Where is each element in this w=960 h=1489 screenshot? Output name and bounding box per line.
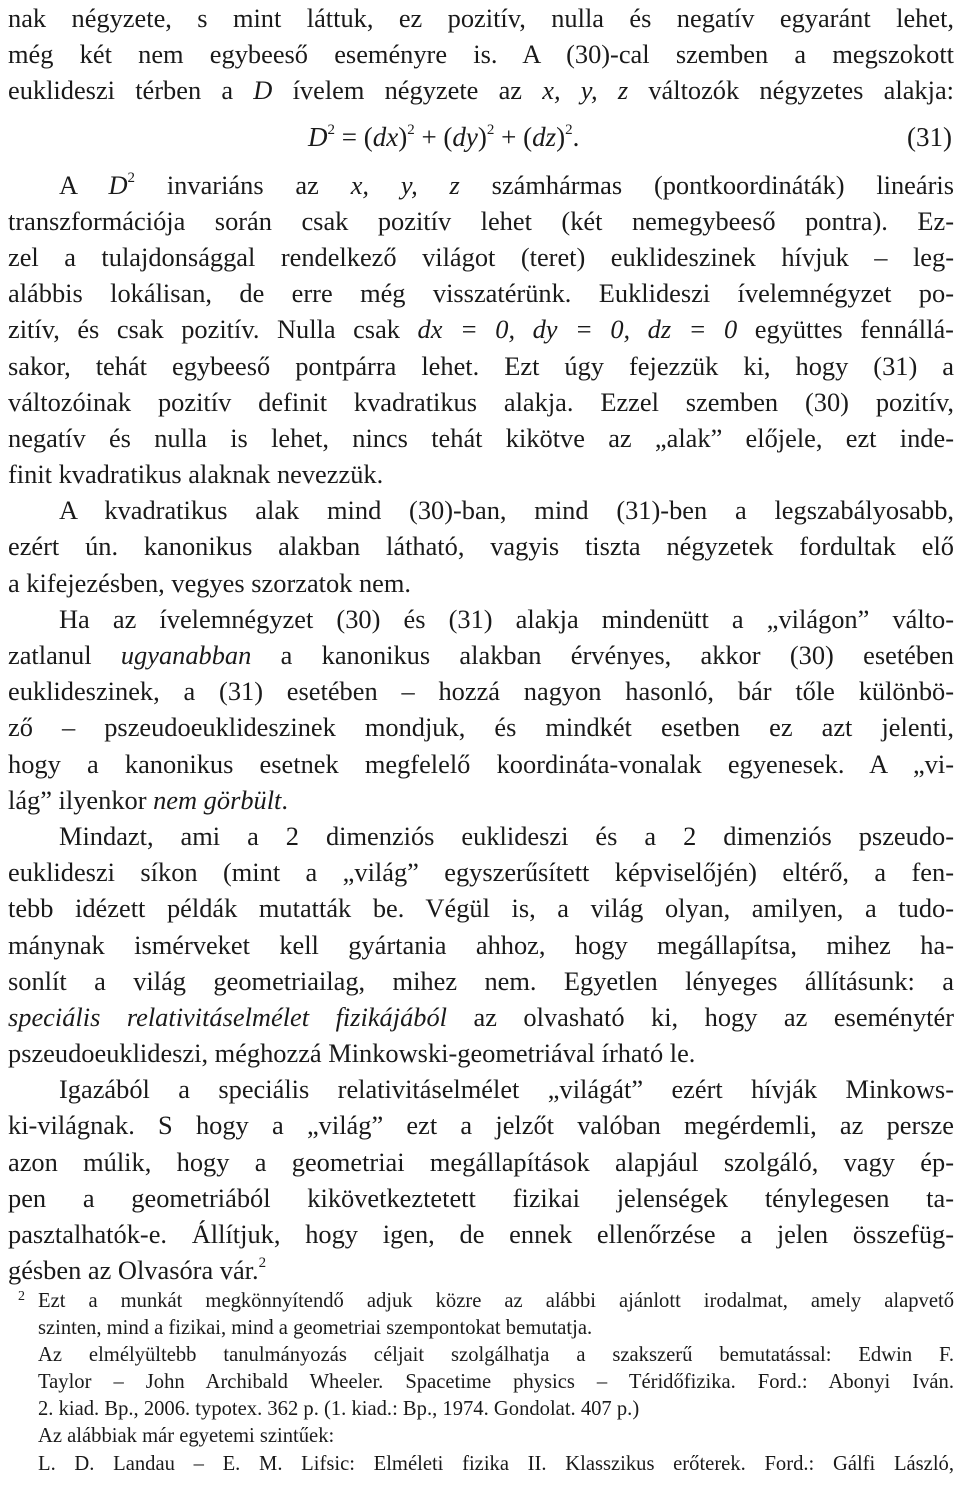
- text-line: euklideszi síkon (mint a „világ” egyszerűsített képviselőjén) eltérő, a fen-: [8, 857, 954, 888]
- text-line: A $D^2$ invariáns az x, y, z számhármas (pontkoordináták) lineáris: [59, 169, 955, 200]
- text-line: zitív, és csak pozitív. Nulla csak dx = 0, dy = 0, dz = 0 együttes fennállá-: [8, 314, 954, 345]
- footnote-line: Az alábbiak már egyetemi szintűek:: [38, 1425, 335, 1448]
- text-line: zel a tulajdonsággal rendelkező világot (teret) euklideszinek hívjuk – leg-: [8, 241, 954, 272]
- text-line: változóinak pozitív definit kvadratikus alakja. Ezzel szemben (30) pozitív,: [8, 386, 954, 417]
- text-line: Mindazt, ami a 2 dimenziós euklideszi és a 2 dimenziós pszeudo-: [59, 820, 954, 851]
- text-line: pszeudoeuklideszi, méghozzá Minkowski-geometriával írható le.: [8, 1038, 696, 1069]
- text-line: alábbis lokálisan, de erre még visszatérünk. Euklideszi ívelemnégyzet po-: [8, 278, 954, 309]
- footnote-line: 2 Ezt a munkát megkönnyítendő adjuk közre az alábbi ajánlott irodalmat, amely alapvető: [8, 1288, 954, 1315]
- text-line: lág” ilyenkor nem görbült.: [8, 784, 288, 815]
- text-line: tebb idézett példák mutatták be. Végül is, a világ olyan, amilyen, a tudo-: [8, 893, 954, 924]
- footnote-line: Az elmélyültebb tanulmányozás céljait szolgálhatja a szakszerű bemutatással: Edwin F.: [38, 1344, 954, 1367]
- text-line: pen a geometriából kikövetkeztetett fizikai jelenségek ténylegesen ta-: [8, 1182, 954, 1213]
- footnote-reference: 2: [258, 1255, 267, 1272]
- text-line: ezért ún. kanonikus alakban látható, vagyis tiszta négyzetek fordultak elő: [8, 531, 954, 562]
- text-line: speciális relativitáselmélet fizikájából az olvasható ki, hogy az eseménytér: [8, 1001, 954, 1032]
- text-line: ző – pszeudoeuklideszinek mondjuk, és mindkét esetben ez azt jelenti,: [8, 712, 954, 743]
- text-line: gésben az Olvasóra vár.$^2$: [8, 1255, 267, 1286]
- text-line: a kifejezésben, vegyes szorzatok nem.: [8, 567, 412, 598]
- text-line: euklideszi térben a D ívelem négyzete az x, y, z változók négyzetes alakja:: [8, 75, 955, 106]
- text-line: pasztalhatók-e. Állítjuk, hogy igen, de ennek ellenőrzése a jelen összefüg-: [8, 1219, 954, 1249]
- text-line: transzformációja során csak pozitív lehet (két nemegybeeső pontra). Ez-: [8, 205, 954, 236]
- footnote-line: szinten, mind a fizikai, mind a geometriai szempontokat bemutatja.: [38, 1317, 593, 1340]
- text-line: mánynak ismérveket kell gyártania ahhoz, hogy megállapítsa, mihez ha-: [8, 929, 954, 960]
- footnotes: [8, 1288, 954, 1478]
- text-line: sakor, tehát egybeeső pontpárra lehet. Ezt úgy fejezzük ki, hogy (31) a: [8, 350, 954, 381]
- text-line: euklideszinek, a (31) esetében – hozzá nagyon hasonló, bár tőle különbö-: [8, 676, 954, 707]
- text-line: Ha az ívelemnégyzet (30) és (31) alakja mindenütt a „világon” válto-: [59, 603, 954, 634]
- text-line: azon múlik, hogy a geometriai megállapítások alapjául szolgáló, vagy ép-: [8, 1146, 954, 1177]
- text-line: ki-világnak. S hogy a „világ” ezt a jelzőt valóban megérdemli, az persze: [8, 1110, 954, 1141]
- equation-31: [8, 115, 954, 159]
- text-line: Igazából a speciális relativitáselmélet „világát” ezért hívják Minkows-: [59, 1074, 954, 1105]
- footnote-mark: 2: [18, 1289, 25, 1304]
- text-line: nak négyzete, s mint láttuk, ez pozitív, nulla és negatív egyaránt lehet,: [8, 3, 954, 33]
- text-line: A kvadratikus alak mind (30)-ban, mind (31)-ben a legszabályosabb,: [59, 495, 954, 526]
- footnote-line: L. D. Landau – E. M. Lifsic: Elméleti fizika II. Klasszikus erőterek. Ford.: Gálfi László,: [38, 1452, 954, 1475]
- text-line: zatlanul ugyanabban a kanonikus alakban érvényes, akkor (30) esetében: [8, 640, 954, 670]
- text-line: sonlít a világ geometriailag, mihez nem. Egyetlen lényeges állításunk: a: [8, 965, 954, 996]
- body-text: [8, 0, 954, 1288]
- text-line: még két nem egybeeső eseményre is. A (30)-cal szemben a megszokott: [8, 39, 954, 70]
- text-line: negatív és nulla is lehet, nincs tehát kikötve az „alak” előjele, ezt inde-: [8, 422, 954, 453]
- footnote-line: Taylor – John Archibald Wheeler. Spacetime physics – Téridőfizika. Ford.: Abonyi Iván.: [38, 1371, 954, 1394]
- footnote-line: 2. kiad. Bp., 2006. typotex. 362 p. (1. kiad.: Bp., 1974. Gondolat. 407 p.): [38, 1398, 640, 1421]
- text-line: hogy a kanonikus esetnek megfelelő koordináta-vonalak egyenesek. A „vi-: [8, 748, 954, 779]
- text-line: finit kvadratikus alaknak nevezzük.: [8, 459, 384, 490]
- equation-formula: $D^2 = (dx)^2 + (dy)^2 + (dz)^2$.: [308, 121, 580, 152]
- equation-number: (31): [907, 121, 952, 152]
